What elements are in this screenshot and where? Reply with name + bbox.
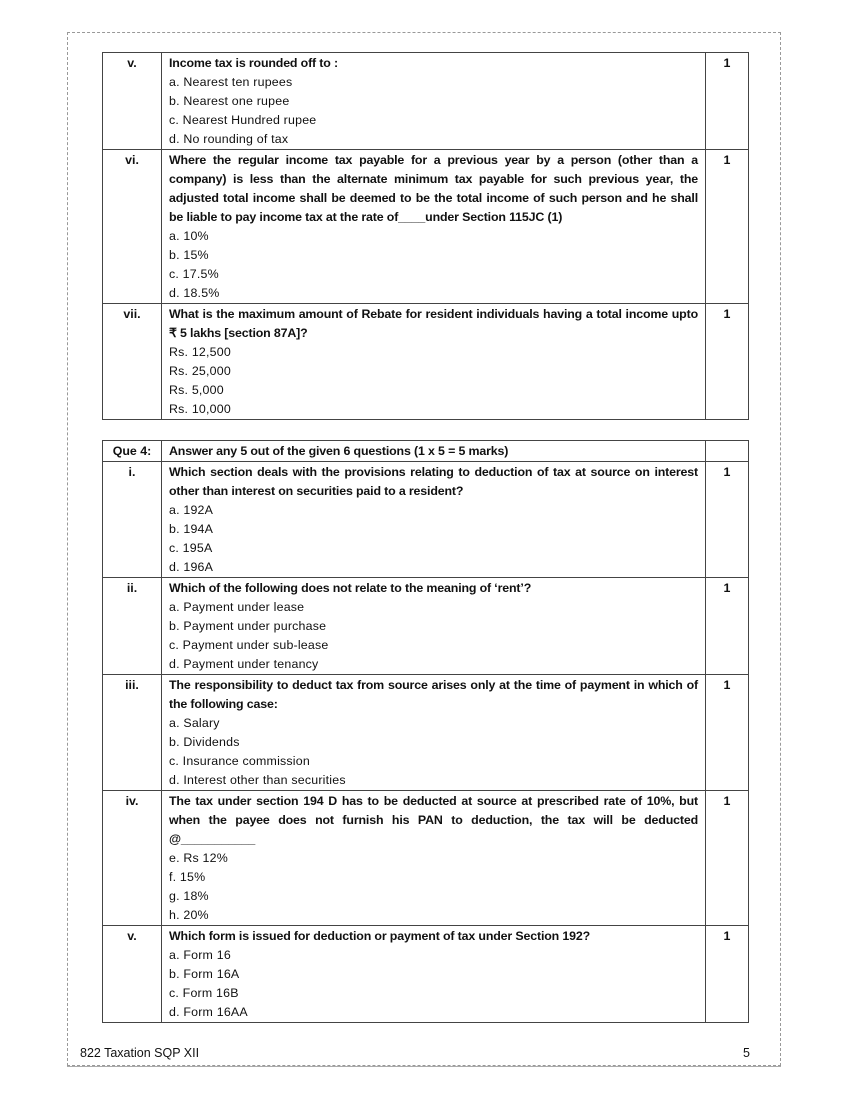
answer-option: b. Payment under purchase xyxy=(169,619,327,633)
question-number: iii. xyxy=(103,675,162,791)
answer-option: a. Salary xyxy=(169,716,220,730)
answer-option: a. 10% xyxy=(169,229,209,243)
question-row xyxy=(103,150,749,304)
answer-option: Rs. 5,000 xyxy=(169,383,224,397)
question-body xyxy=(162,578,706,675)
question-row xyxy=(103,462,749,578)
question-text: The tax under section 194 D has to be deducted at source at prescribed rate of 10%, but when the payee does not furnish his PAN to deduction, the tax will be deducted @___________ xyxy=(169,794,698,846)
answer-option: Rs. 25,000 xyxy=(169,364,231,378)
answer-option: d. Payment under tenancy xyxy=(169,657,319,671)
question-number: Que 4: xyxy=(103,441,162,462)
answer-option: b. Dividends xyxy=(169,735,240,749)
question-text: Which form is issued for deduction or payment of tax under Section 192? xyxy=(169,929,591,943)
question-body xyxy=(162,53,706,150)
question-number: v. xyxy=(103,926,162,1023)
answer-option: b. 15% xyxy=(169,248,209,262)
answer-option: e. Rs 12% xyxy=(169,851,228,865)
marks-cell: 1 xyxy=(706,462,749,578)
question-text: What is the maximum amount of Rebate for resident individuals having a total income upto ₹ 5 lakhs [section 87A]? xyxy=(169,307,698,340)
question-body xyxy=(162,926,706,1023)
question-text: Which of the following does not relate to the meaning of ‘rent’? xyxy=(169,581,532,595)
answer-option: d. Interest other than securities xyxy=(169,773,346,787)
question-text: Which section deals with the provisions relating to deduction of tax at source on interest other than interest on securities paid to a resident? xyxy=(169,465,698,498)
marks-cell: 1 xyxy=(706,53,749,150)
marks-cell xyxy=(706,441,749,462)
question-body xyxy=(162,675,706,791)
footer-divider xyxy=(67,1066,781,1067)
question-body xyxy=(162,150,706,304)
question-number: i. xyxy=(103,462,162,578)
page-number: 5 xyxy=(743,1046,750,1060)
marks-cell: 1 xyxy=(706,578,749,675)
question-text: The responsibility to deduct tax from source arises only at the time of payment in which of the following case: xyxy=(169,678,698,711)
answer-option: g. 18% xyxy=(169,889,209,903)
answer-option: c. Insurance commission xyxy=(169,754,310,768)
marks-cell: 1 xyxy=(706,304,749,420)
answer-option: d. 18.5% xyxy=(169,286,220,300)
marks-cell: 1 xyxy=(706,926,749,1023)
answer-option: f. 15% xyxy=(169,870,206,884)
questions-table-4 xyxy=(102,440,749,1023)
answer-option: c. 17.5% xyxy=(169,267,219,281)
question-row xyxy=(103,53,749,150)
question-row xyxy=(103,578,749,675)
question-number: vi. xyxy=(103,150,162,304)
table-header-row xyxy=(103,441,749,462)
question-text: Where the regular income tax payable for a previous year by a person (other than a company) is less than the alternate minimum tax payable for such previous year, the adjusted total income shall be deemed to be the total income of such person and he shall be liable to pay income tax at the rate of____under Section 115JC (1) xyxy=(169,153,698,224)
answer-option: d. No rounding of tax xyxy=(169,132,289,146)
answer-option: d. 196A xyxy=(169,560,214,574)
question-row xyxy=(103,926,749,1023)
question-number: iv. xyxy=(103,791,162,926)
question-body xyxy=(162,791,706,926)
answer-option: c. 195A xyxy=(169,541,213,555)
answer-option: c. Form 16B xyxy=(169,986,239,1000)
answer-option: b. Form 16A xyxy=(169,967,240,981)
question-text: Income tax is rounded off to : xyxy=(169,56,338,70)
answer-option: a. Form 16 xyxy=(169,948,231,962)
footer-title: 822 Taxation SQP XII xyxy=(80,1046,200,1060)
question-number: v. xyxy=(103,53,162,150)
answer-option: a. Nearest ten rupees xyxy=(169,75,293,89)
question-body xyxy=(162,304,706,420)
answer-option: h. 20% xyxy=(169,908,209,922)
marks-cell: 1 xyxy=(706,791,749,926)
answer-option: c. Payment under sub-lease xyxy=(169,638,329,652)
answer-option: c. Nearest Hundred rupee xyxy=(169,113,317,127)
question-row xyxy=(103,791,749,926)
question-row xyxy=(103,304,749,420)
questions-table-3 xyxy=(102,52,749,420)
answer-option: b. Nearest one rupee xyxy=(169,94,290,108)
marks-cell: 1 xyxy=(706,675,749,791)
answer-option: a. 192A xyxy=(169,503,214,517)
answer-option: a. Payment under lease xyxy=(169,600,305,614)
answer-option: b. 194A xyxy=(169,522,214,536)
question-number: ii. xyxy=(103,578,162,675)
marks-cell: 1 xyxy=(706,150,749,304)
answer-option: Rs. 10,000 xyxy=(169,402,231,416)
section-instruction: Answer any 5 out of the given 6 questions (1 x 5 = 5 marks) xyxy=(162,441,706,462)
answer-option: d. Form 16AA xyxy=(169,1005,248,1019)
question-number: vii. xyxy=(103,304,162,420)
answer-option: Rs. 12,500 xyxy=(169,345,231,359)
question-body xyxy=(162,462,706,578)
question-row xyxy=(103,675,749,791)
